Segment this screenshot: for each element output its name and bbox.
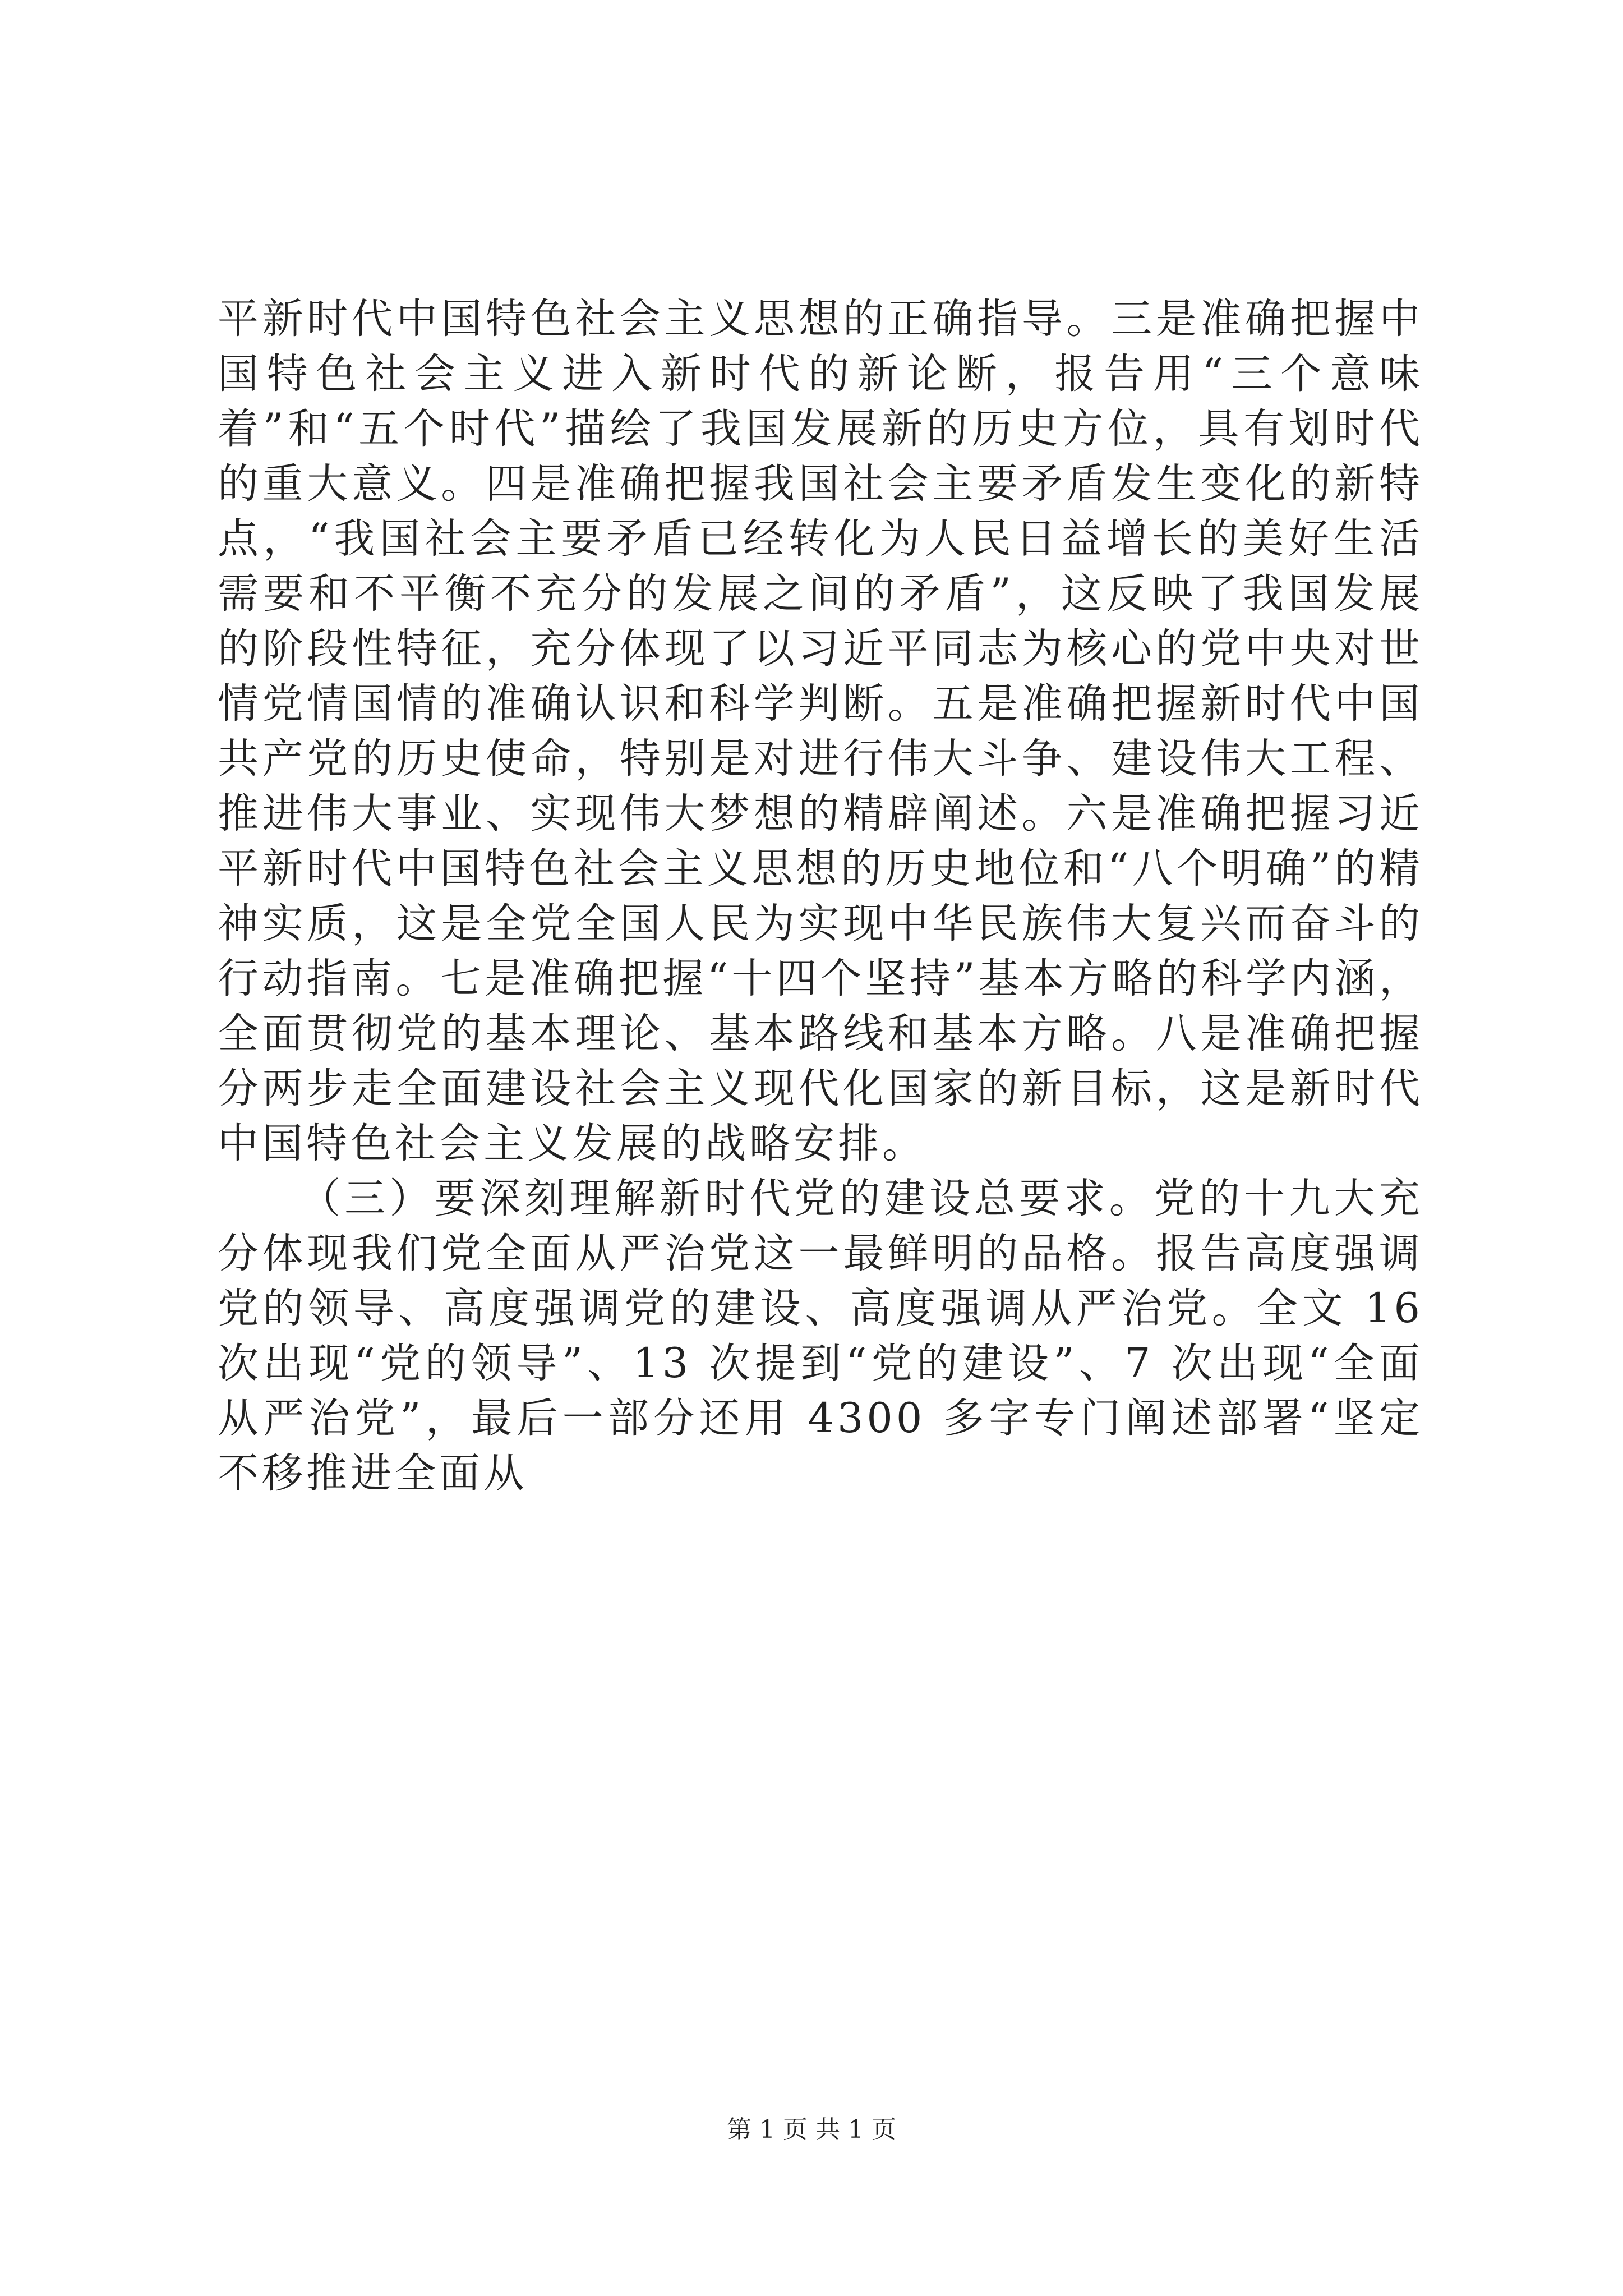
paragraph-section-three: （三）要深刻理解新时代党的建设总要求。党的十九大充分体现我们党全面从严治党这一最鲜明的品格。报告高度强调党的领导、高度强调党的建设、高度强调从严治党。全文 16 次出现“党的领导”、13 次提到“党的建设”、7 次出现“全面从严治党”，最后一部分还用 4300 多字专门阐述部署“坚定不移推进全面从 xyxy=(218,1175,1423,1497)
paragraph-continued: 平新时代中国特色社会主义思想的正确指导。三是准确把握中国特色社会主义进入新时代的新论断，报告用“三个意味着”和“五个时代”描绘了我国发展新的历史方位，具有划时代的重大意义。四是准确把握我国社会主要矛盾发生变化的新特点，“我国社会主要矛盾已经转化为人民日益增长的美好生活需要和不平衡不充分的发展之间的矛盾”，这反映了我国发展的阶段性特征，充分体现了以习近平同志为核心的党中央对世情党情国情的准确认识和科学判断。五是准确把握新时代中国共产党的历史使命，特别是对进行伟大斗争、建设伟大工程、推进伟大事业、实现伟大梦想的精辟阐述。六是准确把握习近平新时代中国特色社会主义思想的历史地位和“八个明确”的精神实质，这是全党全国人民为实现中华民族伟大复兴而奋斗的行动指南。七是准确把握“十四个坚持”基本方略的科学内涵，全面贯彻党的基本理论、基本路线和基本方略。八是准确把握分两步走全面建设社会主义现代化国家的新目标，这是新时代中国特色社会主义发展的战略安排。 xyxy=(218,295,1423,1167)
page-footer: 第 1 页 共 1 页 xyxy=(727,2115,896,2144)
document-body xyxy=(218,292,1423,1501)
